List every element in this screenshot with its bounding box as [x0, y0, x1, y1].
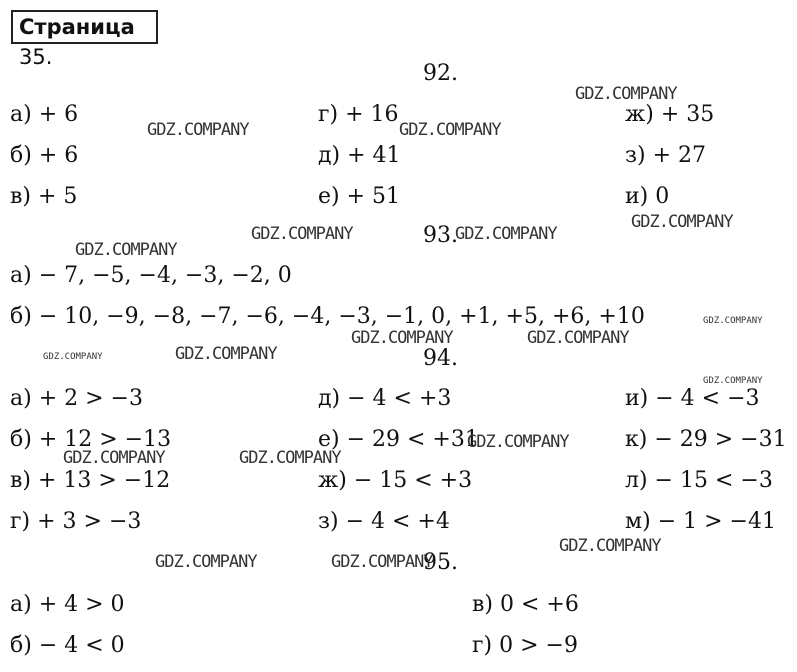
watermark: GDZ.COMPANY: [703, 316, 763, 326]
watermark: GDZ.COMPANY: [399, 120, 501, 140]
task-95-title: 95.: [423, 550, 458, 575]
task-94-answer-g: г) + 3 > −3: [10, 509, 142, 534]
page-title-label: Страница: [19, 15, 135, 39]
task-92-answer-zh: ж) + 35: [625, 102, 715, 127]
watermark: GDZ.COMPANY: [75, 240, 177, 260]
watermark: GDZ.COMPANY: [251, 224, 353, 244]
task-95-answer-b: б) − 4 < 0: [10, 633, 125, 658]
task-92-title: 92.: [423, 61, 458, 86]
watermark: GDZ.COMPANY: [467, 432, 569, 452]
task-93-answer-a: а) − 7, −5, −4, −3, −2, 0: [10, 263, 292, 288]
task-95-answer-a: а) + 4 > 0: [10, 592, 125, 617]
task-92-answer-z: з) + 27: [625, 143, 706, 168]
task-94-answer-b: б) + 12 > −13: [10, 427, 172, 452]
task-92-answer-v: в) + 5: [10, 184, 78, 209]
task-92-answer-d: д) + 41: [318, 143, 401, 168]
page-number: 35.: [19, 45, 53, 69]
task-94-answer-e: е) − 29 < +31: [318, 427, 479, 452]
watermark: GDZ.COMPANY: [351, 328, 453, 348]
task-92-answer-e: е) + 51: [318, 184, 401, 209]
task-93-answer-b: б) − 10, −9, −8, −7, −6, −4, −3, −1, 0, +1, +5, +6, +10: [10, 304, 645, 329]
watermark: GDZ.COMPANY: [175, 344, 277, 364]
task-94-answer-v: в) + 13 > −12: [10, 468, 171, 493]
watermark: GDZ.COMPANY: [575, 84, 677, 104]
watermark: GDZ.COMPANY: [703, 376, 763, 386]
task-95-answer-g: г) 0 > −9: [472, 633, 578, 658]
watermark: GDZ.COMPANY: [43, 352, 103, 362]
watermark: GDZ.COMPANY: [631, 212, 733, 232]
watermark: GDZ.COMPANY: [331, 552, 433, 572]
watermark: GDZ.COMPANY: [455, 224, 557, 244]
task-94-answer-k: к) − 29 > −31: [625, 427, 787, 452]
task-94-answer-zh: ж) − 15 < +3: [318, 468, 473, 493]
task-94-answer-i: и) − 4 < −3: [625, 386, 760, 411]
task-92-answer-b: б) + 6: [10, 143, 79, 168]
task-94-answer-d: д) − 4 < +3: [318, 386, 452, 411]
watermark: GDZ.COMPANY: [527, 328, 629, 348]
task-94-answer-a: а) + 2 > −3: [10, 386, 143, 411]
task-93-title: 93.: [423, 223, 458, 248]
watermark: GDZ.COMPANY: [559, 536, 661, 556]
task-95-answer-v: в) 0 < +6: [472, 592, 579, 617]
task-92-answer-i: и) 0: [625, 184, 670, 209]
task-94-title: 94.: [423, 346, 458, 371]
page-title: [11, 10, 158, 69]
task-94-answer-z: з) − 4 < +4: [318, 509, 450, 534]
task-94-answer-m: м) − 1 > −41: [625, 509, 776, 534]
task-92-answer-a: а) + 6: [10, 102, 79, 127]
task-94-answer-l: л) − 15 < −3: [625, 468, 773, 493]
watermark: GDZ.COMPANY: [155, 552, 257, 572]
watermark: GDZ.COMPANY: [63, 448, 165, 468]
watermark: GDZ.COMPANY: [147, 120, 249, 140]
watermark: GDZ.COMPANY: [239, 448, 341, 468]
task-92-answer-g: г) + 16: [318, 102, 399, 127]
